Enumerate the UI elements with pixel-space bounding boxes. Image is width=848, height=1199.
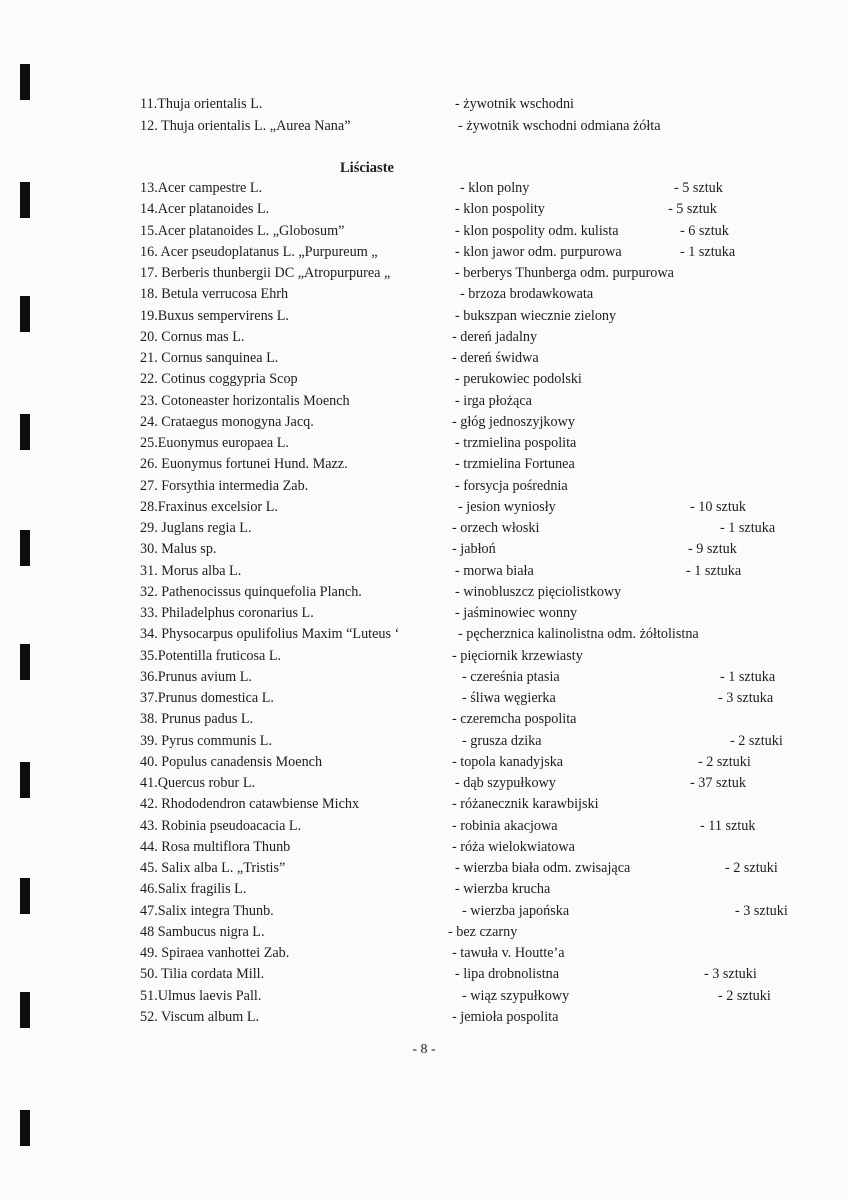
common-name: - klon pospolity odm. kulista [455, 222, 619, 239]
common-name: - dereń jadalny [452, 328, 538, 345]
latin-name: 26. Euonymus fortunei Hund. Mazz. [140, 456, 348, 473]
plant-row [0, 476, 848, 496]
quantity: - 1 sztuka [680, 243, 736, 260]
common-name: - lipa drobnolistna [455, 966, 560, 983]
plant-row [0, 816, 848, 836]
latin-name: 15.Acer platanoides L. „Globosum” [140, 222, 345, 239]
common-name: - bez czarny [448, 923, 518, 940]
punch-mark [20, 1110, 30, 1146]
common-name: - morwa biała [455, 562, 534, 579]
plant-row [0, 518, 848, 538]
common-name: - klon polny [460, 180, 530, 196]
common-name: - różanecznik karawbijski [452, 796, 599, 813]
latin-name: 16. Acer pseudoplatanus L. „Purpureum „ [140, 243, 378, 260]
latin-name: 28.Fraxinus excelsior L. [140, 498, 278, 515]
plant-row [0, 539, 848, 559]
common-name: - brzoza brodawkowata [460, 286, 594, 303]
quantity: - 37 sztuk [690, 775, 746, 791]
plant-row [0, 688, 848, 708]
latin-name: 39. Pyrus communis L. [140, 732, 273, 749]
quantity: - 3 sztuki [704, 966, 757, 983]
section-heading: Liściaste [340, 160, 394, 176]
latin-name: 31. Morus alba L. [140, 562, 242, 579]
common-name: - czereśnia ptasia [462, 668, 560, 685]
latin-name: 41.Quercus robur L. [140, 775, 256, 791]
plant-row [0, 752, 848, 772]
plant-row [0, 922, 848, 942]
plant-row [0, 773, 848, 793]
quantity: - 3 sztuka [718, 690, 774, 706]
plant-row [0, 348, 848, 368]
quantity: - 3 sztuki [735, 902, 788, 919]
latin-name: 44. Rosa multiflora Thunb [140, 838, 291, 855]
latin-name: 23. Cotoneaster horizontalis Moench [140, 392, 350, 409]
plant-row [0, 263, 848, 283]
common-name: - wierzba japońska [462, 902, 570, 919]
quantity: - 1 sztuka [686, 562, 742, 579]
plant-row [0, 1007, 848, 1027]
common-name: - orzech włoski [452, 520, 540, 536]
plant-row [0, 731, 848, 751]
plant-row [0, 837, 848, 857]
quantity: - 6 sztuk [680, 222, 729, 239]
latin-name: 22. Cotinus coggypria Scop [140, 371, 298, 388]
plant-row [0, 94, 848, 114]
common-name: - trzmielina pospolita [455, 435, 577, 451]
plant-row [0, 178, 848, 198]
common-name: - wierzba biała odm. zwisająca [455, 860, 631, 876]
latin-name: 35.Potentilla fruticosa L. [140, 647, 282, 664]
quantity: - 9 sztuk [688, 541, 737, 558]
latin-name: 24. Crataegus monogyna Jacq. [140, 413, 314, 430]
plant-row [0, 284, 848, 304]
quantity: - 10 sztuk [690, 498, 746, 515]
common-name: - śliwa węgierka [462, 690, 556, 706]
common-name: - pięciornik krzewiasty [452, 647, 583, 664]
common-name: - wiąz szypułkowy [462, 987, 570, 1004]
quantity: - 11 sztuk [700, 817, 756, 834]
common-name: - jabłoń [452, 541, 496, 558]
common-name: - grusza dzika [462, 732, 542, 749]
common-name: - jemioła pospolita [452, 1008, 559, 1025]
common-name: - klon jawor odm. purpurowa [455, 243, 622, 260]
latin-name: 25.Euonymus europaea L. [140, 435, 289, 451]
common-name: - dereń świdwa [452, 350, 539, 366]
latin-name: 29. Juglans regia L. [140, 520, 252, 536]
plant-row [0, 221, 848, 241]
latin-name: 32. Pathenocissus quinquefolia Planch. [140, 583, 362, 600]
plant-row [0, 624, 848, 644]
plant-row [0, 412, 848, 432]
latin-name: 49. Spiraea vanhottei Zab. [140, 945, 290, 961]
quantity: - 2 sztuki [730, 732, 783, 749]
latin-name: 20. Cornus mas L. [140, 328, 245, 345]
plant-row [0, 497, 848, 517]
common-name: - winobluszcz pięciolistkowy [455, 583, 622, 600]
common-name: - jesion wyniosły [458, 498, 556, 515]
plant-row [0, 879, 848, 899]
plant-row [0, 582, 848, 602]
common-name: - perukowiec podolski [455, 371, 582, 388]
page-number: - 8 - [412, 1042, 436, 1057]
plant-row [0, 646, 848, 666]
quantity: - 5 sztuk [668, 201, 717, 218]
plant-row [0, 561, 848, 581]
common-name: - trzmielina Fortunea [455, 456, 575, 473]
latin-name: 34. Physocarpus opulifolius Maxim “Luteus ‘ [140, 626, 400, 643]
quantity: - 2 sztuki [718, 987, 771, 1004]
latin-name: 27. Forsythia intermedia Zab. [140, 477, 309, 494]
plant-row [0, 306, 848, 326]
latin-name: 38. Prunus padus L. [140, 711, 254, 728]
plant-row [0, 327, 848, 347]
latin-name: 30. Malus sp. [140, 541, 217, 558]
plant-row [0, 667, 848, 687]
quantity: - 5 sztuk [674, 180, 723, 196]
common-name: - bukszpan wiecznie zielony [455, 307, 617, 324]
latin-name: 36.Prunus avium L. [140, 668, 252, 685]
common-name: - wierzba krucha [455, 881, 551, 898]
latin-name: 17. Berberis thunbergii DC „Atropurpurea „ [140, 265, 391, 281]
latin-name: 12. Thuja orientalis L. „Aurea Nana” [140, 118, 351, 134]
plant-row [0, 794, 848, 814]
common-name: - jaśminowiec wonny [455, 605, 578, 621]
quantity: - 1 sztuka [720, 668, 776, 685]
latin-name: 48 Sambucus nigra L. [140, 923, 265, 940]
plant-row [0, 964, 848, 984]
latin-name: 46.Salix fragilis L. [140, 881, 247, 898]
latin-name: 14.Acer platanoides L. [140, 201, 270, 218]
plant-row [0, 433, 848, 453]
latin-name: 21. Cornus sanquinea L. [140, 350, 279, 366]
latin-name: 11.Thuja orientalis L. [140, 96, 263, 112]
common-name: - żywotnik wschodni odmiana żółta [458, 118, 661, 134]
latin-name: 50. Tilia cordata Mill. [140, 966, 265, 983]
common-name: - czeremcha pospolita [452, 711, 577, 728]
common-name: - topola kanadyjska [452, 753, 564, 770]
common-name: - klon pospolity [455, 201, 545, 218]
plant-row [0, 709, 848, 729]
plant-row [0, 454, 848, 474]
quantity: - 2 sztuki [725, 860, 778, 876]
latin-name: 42. Rhododendron catawbiense Michx [140, 796, 360, 813]
plant-row [0, 943, 848, 963]
latin-name: 47.Salix integra Thunb. [140, 902, 274, 919]
latin-name: 19.Buxus sempervirens L. [140, 307, 289, 324]
common-name: - pęcherznica kalinolistna odm. żółtolistna [458, 626, 699, 643]
quantity: - 1 sztuka [720, 520, 776, 536]
latin-name: 52. Viscum album L. [140, 1008, 260, 1025]
plant-row [0, 901, 848, 921]
latin-name: 45. Salix alba L. „Tristis” [140, 860, 286, 876]
latin-name: 18. Betula verrucosa Ehrh [140, 286, 289, 303]
plant-row [0, 391, 848, 411]
plant-row [0, 858, 848, 878]
common-name: - dąb szypułkowy [455, 775, 556, 791]
quantity: - 2 sztuki [698, 753, 751, 770]
common-name: - robinia akacjowa [452, 817, 558, 834]
common-name: - irga płożąca [455, 392, 532, 409]
common-name: - żywotnik wschodni [455, 96, 575, 112]
common-name: - głóg jednoszyjkowy [452, 413, 575, 430]
plant-row [0, 603, 848, 623]
latin-name: 51.Ulmus laevis Pall. [140, 987, 262, 1004]
latin-name: 37.Prunus domestica L. [140, 690, 274, 706]
plant-row [0, 369, 848, 389]
common-name: - tawuła v. Houtte’a [452, 945, 565, 961]
latin-name: 13.Acer campestre L. [140, 180, 263, 196]
latin-name: 43. Robinia pseudoacacia L. [140, 817, 302, 834]
plant-row [0, 242, 848, 262]
latin-name: 40. Populus canadensis Moench [140, 753, 323, 770]
plant-row [0, 986, 848, 1006]
plant-row [0, 199, 848, 219]
latin-name: 33. Philadelphus coronarius L. [140, 605, 314, 621]
plant-row [0, 116, 848, 136]
common-name: - berberys Thunberga odm. purpurowa [455, 265, 674, 281]
common-name: - róża wielokwiatowa [452, 838, 575, 855]
common-name: - forsycja pośrednia [455, 477, 568, 494]
